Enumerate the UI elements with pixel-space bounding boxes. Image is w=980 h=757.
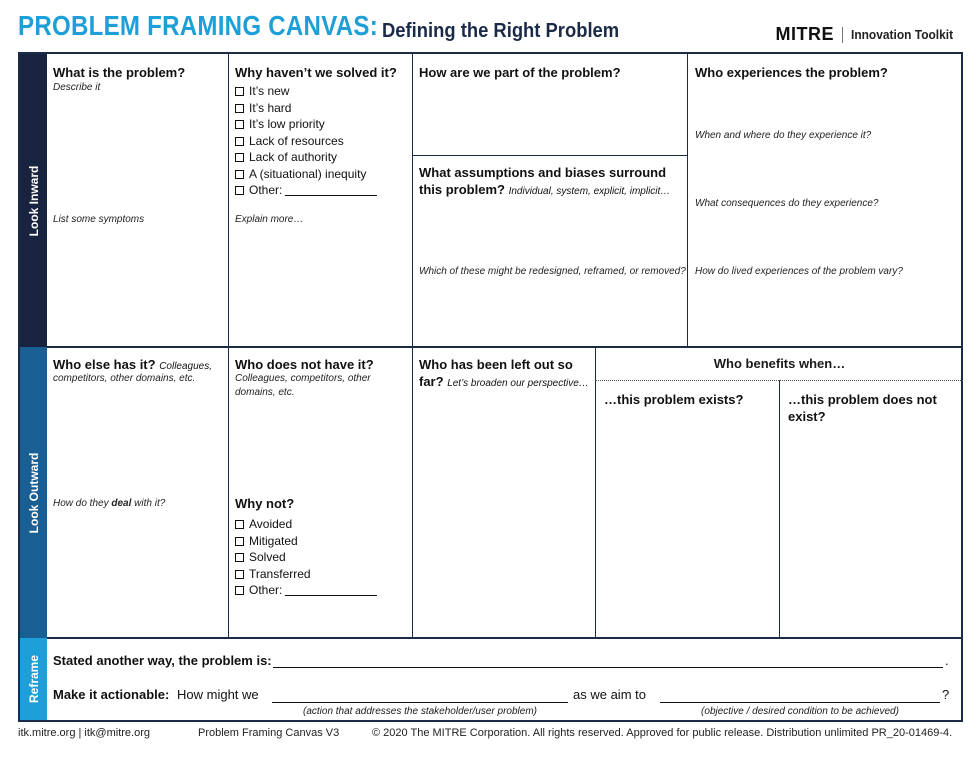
who-not-hint: Colleagues, competitors, other domains, etc. xyxy=(235,373,371,398)
col-divider-3 xyxy=(687,54,688,347)
sidebar-look-inward xyxy=(20,54,47,347)
canvas-title: PROBLEM FRAMING CANVAS: xyxy=(18,10,378,41)
checkbox[interactable] xyxy=(235,137,244,146)
list-symptoms-hint: List some symptoms xyxy=(53,214,145,225)
why-not-solved-options xyxy=(235,83,377,199)
option-lack-authority[interactable]: Lack of authority xyxy=(235,149,377,166)
brand-toolkit: Innovation Toolkit xyxy=(851,27,954,42)
assumptions-divider xyxy=(412,155,687,156)
when-where-hint: When and where do they experience it? xyxy=(695,130,872,141)
look-inward-label: Look Inward xyxy=(26,165,41,236)
checkbox[interactable] xyxy=(235,186,244,195)
who-else-heading: Who else has it? Colleagues, xyxy=(53,357,213,372)
canvas-subtitle: Defining the Right Problem xyxy=(382,20,620,42)
who-not-heading: Who does not have it? xyxy=(235,357,374,372)
objective-answer-line[interactable] xyxy=(660,702,940,703)
row-divider-2 xyxy=(47,637,963,639)
checkbox[interactable] xyxy=(235,586,244,595)
explain-more-hint: Explain more… xyxy=(235,214,304,225)
checkbox[interactable] xyxy=(235,87,244,96)
option-hard[interactable]: It’s hard xyxy=(235,100,377,117)
consequences-hint: What consequences do they experience? xyxy=(695,198,879,209)
benefits-exists-heading: …this problem exists? xyxy=(604,392,744,407)
question-mark: ? xyxy=(942,687,950,702)
action-answer-line[interactable] xyxy=(272,702,568,703)
sidebar-reframe xyxy=(20,638,47,720)
sidebar-look-outward xyxy=(20,347,47,638)
how-might-we-text: How might we xyxy=(177,687,259,702)
aim-to-text: as we aim to xyxy=(573,687,646,702)
canvas-grid xyxy=(18,52,963,722)
col-divider-4 xyxy=(595,347,596,638)
mitre-logo: MITRE xyxy=(775,24,835,44)
left-out-heading: Who has been left out so far? Let’s broaden our perspective… xyxy=(419,357,589,389)
footer-copyright: © 2020 The MITRE Corporation. All rights reserved. Approved for public release. Distribution unlimited PR_20-01469-4. xyxy=(372,727,953,739)
how-part-heading: How are we part of the problem? xyxy=(419,65,621,80)
checkbox[interactable] xyxy=(235,537,244,546)
stated-end-period: . xyxy=(945,653,949,668)
benefits-not-exist-heading: …this problem does not exist? xyxy=(788,392,937,424)
option-inequity[interactable]: A (situational) inequity xyxy=(235,166,377,183)
page-title xyxy=(18,10,437,42)
option-lack-resources[interactable]: Lack of resources xyxy=(235,133,377,150)
option-solved[interactable]: Solved xyxy=(235,549,377,566)
make-actionable-label: Make it actionable: xyxy=(53,687,170,702)
checkbox[interactable] xyxy=(235,520,244,529)
checkbox[interactable] xyxy=(235,153,244,162)
who-else-hint: competitors, other domains, etc. xyxy=(53,373,196,384)
checkbox[interactable] xyxy=(235,170,244,179)
stated-answer-line[interactable] xyxy=(273,667,943,668)
option-new[interactable]: It’s new xyxy=(235,83,377,100)
option-other-2[interactable]: Other: xyxy=(235,582,377,599)
benefits-heading: Who benefits when… xyxy=(713,356,846,371)
describe-it-hint: Describe it xyxy=(53,82,101,93)
what-is-problem-heading: What is the problem? xyxy=(53,65,186,80)
option-mitigated[interactable]: Mitigated xyxy=(235,533,377,550)
redesign-hint: Which of these might be redesigned, reframed, or removed? xyxy=(419,266,686,277)
look-outward-label: Look Outward xyxy=(26,452,41,533)
option-other[interactable]: Other: xyxy=(235,182,377,199)
checkbox[interactable] xyxy=(235,553,244,562)
other-blank[interactable] xyxy=(285,195,377,196)
checkbox[interactable] xyxy=(235,104,244,113)
option-avoided[interactable]: Avoided xyxy=(235,516,377,533)
assumptions-heading: What assumptions and biases surround this problem? Individual, system, explicit, implicit… xyxy=(419,165,671,197)
option-transferred[interactable]: Transferred xyxy=(235,566,377,583)
col-divider-1 xyxy=(228,54,229,638)
why-not-heading: Why not? xyxy=(235,496,295,511)
left-out-hint: Let’s broaden our perspective… xyxy=(447,378,589,389)
lived-experiences-hint: How do lived experiences of the problem vary? xyxy=(695,266,903,277)
checkbox[interactable] xyxy=(235,120,244,129)
who-experiences-heading: Who experiences the problem? xyxy=(695,65,888,80)
checkbox[interactable] xyxy=(235,570,244,579)
action-note: (action that addresses the stakeholder/user problem) xyxy=(302,706,537,717)
why-not-options xyxy=(235,516,377,599)
col-divider-2 xyxy=(412,54,413,638)
footer-version: Problem Framing Canvas V3 xyxy=(198,727,340,739)
row-divider-1 xyxy=(47,346,963,348)
objective-note: (objective / desired condition to be achieved) xyxy=(701,706,899,717)
stated-another-way-label: Stated another way, the problem is: xyxy=(53,653,272,668)
brand-block xyxy=(776,24,962,45)
how-deal-hint: How do they deal with it? xyxy=(53,498,166,509)
assumptions-hint: Individual, system, explicit, implicit… xyxy=(508,186,671,197)
brand-divider xyxy=(842,27,843,43)
reframe-label: Reframe xyxy=(26,654,41,704)
option-low-priority[interactable]: It’s low priority xyxy=(235,116,377,133)
footer-contact: itk.mitre.org | itk@mitre.org xyxy=(18,727,150,739)
col-divider-5 xyxy=(779,380,780,638)
why-not-solved-heading: Why haven’t we solved it? xyxy=(235,65,397,80)
other-blank-2[interactable] xyxy=(285,595,377,596)
